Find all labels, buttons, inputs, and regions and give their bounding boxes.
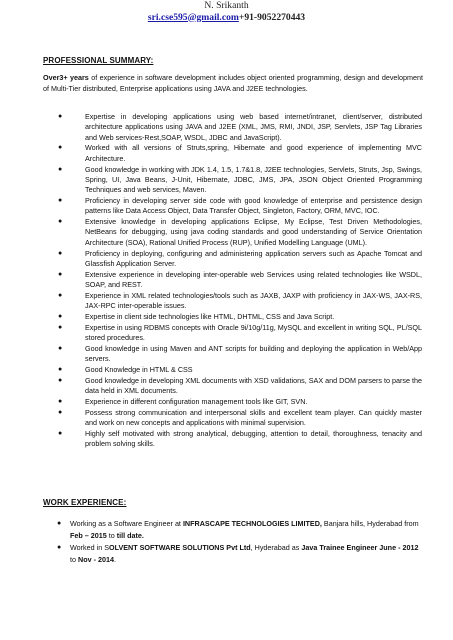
bullet-icon: ● xyxy=(58,345,63,352)
list-item xyxy=(0,429,422,450)
bullet-icon: ● xyxy=(57,544,62,551)
list-item xyxy=(0,112,422,143)
bullet-icon: ● xyxy=(58,408,63,416)
job-text: . xyxy=(113,554,116,564)
bullet-text: Good knowledge in developing XML documents with XSD validations, SAX and DOM parsers to parse the data held in XML documents. xyxy=(85,375,422,396)
bullet-icon: ● xyxy=(58,197,63,205)
company-name: INFRASCAPE TECHNOLOGIES LIMITED, xyxy=(182,519,322,528)
job-text: Banjara hills, Hyderabad from xyxy=(321,519,419,528)
summary-intro-years: Over3+ years xyxy=(43,73,89,82)
list-item xyxy=(0,376,422,397)
email-link[interactable]: sri.cse595@gmail.com xyxy=(147,11,239,23)
bullet-icon: ● xyxy=(58,218,63,226)
bullet-icon: ● xyxy=(58,376,63,384)
job-end: Nov - 2014 xyxy=(78,554,114,564)
bullet-text: Good knowledge in working with JDK 1.4, 1.5, 1.7&1.8, J2EE technologies, Servlets, Struts, Jsp, Swings, Spring, UI, Java Beans, J-Unit, Hibernate, JDBC, JMS, JPA, JSON Object Oriented Programming Techniques and web services, Maven. xyxy=(85,164,422,195)
job-text: Working as a Software Engineer at xyxy=(70,519,183,528)
list-item xyxy=(0,291,422,312)
job-role: Java Trainee Engineer June - 2012 xyxy=(301,543,419,552)
bullet-text: Good Knowledge in HTML & CSS xyxy=(85,365,193,375)
phone-number: +91-9052270443 xyxy=(238,11,306,23)
bullet-icon: ● xyxy=(58,430,63,438)
bullet-icon: ● xyxy=(58,144,63,152)
job-text: to xyxy=(106,530,117,540)
job-text: , Hyderabad as xyxy=(250,543,302,552)
list-item xyxy=(0,270,422,291)
contact-line xyxy=(0,12,453,24)
summary-bullet-list xyxy=(0,112,422,450)
list-item xyxy=(0,323,422,344)
bullet-icon: ● xyxy=(58,270,63,278)
list-item xyxy=(0,365,422,375)
bullet-text: Proficiency in developing server side code with good knowledge of enterprise and persistence design patterns like Data Access Object, Data Transfer Object, Singleton, Factory, ORM, MVC, IOC. xyxy=(85,196,422,216)
job-text: to xyxy=(70,554,78,564)
list-item xyxy=(0,165,422,196)
work-heading: WORK EXPERIENCE: xyxy=(43,498,127,507)
company-name: OLVENT SOFTWARE SOLUTIONS Pvt Ltd xyxy=(109,543,251,552)
list-item xyxy=(0,312,422,322)
list-item xyxy=(0,518,422,541)
bullet-text: Extensive experience in developing inter-operable web Services using related technologies like WSDL, SOAP, and REST. xyxy=(85,269,422,290)
list-item xyxy=(0,196,422,217)
list-item xyxy=(0,408,422,429)
bullet-icon: ● xyxy=(58,398,63,406)
list-item xyxy=(0,542,422,565)
bullet-text: Worked with all versions of Struts,spring, Hibernate and good experience of implementing MVC Architecture. xyxy=(85,143,422,163)
list-item xyxy=(0,344,422,365)
summary-intro-text: of experience in software development includes object oriented programming, design and development of Multi-Tier distributed, Enterprise applications using JAVA and J2EE technologies. xyxy=(43,73,423,93)
bullet-icon: ● xyxy=(57,520,62,527)
bullet-icon: ● xyxy=(58,165,63,173)
list-item xyxy=(0,249,422,270)
bullet-icon: ● xyxy=(58,249,63,257)
bullet-icon: ● xyxy=(58,323,63,331)
bullet-text: Proficiency in deploying, configuring and administering application servers such as Apache Tomcat and Glassfish Application Server. xyxy=(85,248,422,268)
bullet-text: Possess strong communication and interpersonal skills and excellent team player. Can quickly master and work on new concepts and applications with minimal supervision. xyxy=(85,407,422,428)
summary-intro xyxy=(43,73,423,94)
bullet-text: Highly self motivated with strong analytical, debugging, attention to detail, thoroughness, tenacity and problem solving skills. xyxy=(85,429,422,449)
job-start: Feb – 2015 xyxy=(70,530,107,540)
bullet-text: Extensive knowledge in developing applications Eclipse, My Eclipse, Test Driven Methodologies, NetBeans for debugging, using java coding standards and good understanding of Service Orientation Architecture (SOA), Rational Unified Process (RUP), Unified Modelling Language (UML). xyxy=(85,217,422,247)
bullet-text: Experience in XML related technologies/tools such as JAXB, JAXP with proficiency in JAX-WS, JAX-RS, JAX-RPC inter-operable issues. xyxy=(85,290,422,311)
bullet-icon: ● xyxy=(58,366,63,374)
bullet-text: Expertise in client side technologies like HTML, DHTML, CSS and Java Script. xyxy=(85,312,335,322)
bullet-icon: ● xyxy=(58,313,63,321)
summary-heading: PROFESSIONAL SUMMARY: xyxy=(43,56,154,65)
candidate-name: N. Srikanth xyxy=(204,0,249,11)
job-text: Worked in S xyxy=(70,543,110,552)
job-end: till date. xyxy=(116,530,144,540)
bullet-text: Good knowledge in using Maven and ANT scripts for building and deploying the application in Web/App servers. xyxy=(85,344,422,364)
work-list xyxy=(0,518,422,566)
list-item xyxy=(0,143,422,164)
bullet-icon: ● xyxy=(58,113,63,120)
bullet-text: Expertise in using RDBMS concepts with Oracle 9i/10g/11g, MySQL and excellent in writing SQL, PL/SQL stored procedures. xyxy=(85,322,422,343)
list-item xyxy=(0,397,422,407)
bullet-text: Expertise in developing applications using web based internet/intranet, client/server, distributed architecture applications using JAVA and J2EE (XML, JMS, RMI, JNDI, JSP, Servlets, JSP Tag Libraries and Web services-Rest,SOAP, WSDL, JDBC and JavaScript). xyxy=(85,112,422,142)
bullet-text: Experience in different configuration management tools like GIT, SVN. xyxy=(85,397,308,407)
list-item xyxy=(0,217,422,248)
bullet-icon: ● xyxy=(58,291,63,299)
resume-header xyxy=(0,0,453,23)
